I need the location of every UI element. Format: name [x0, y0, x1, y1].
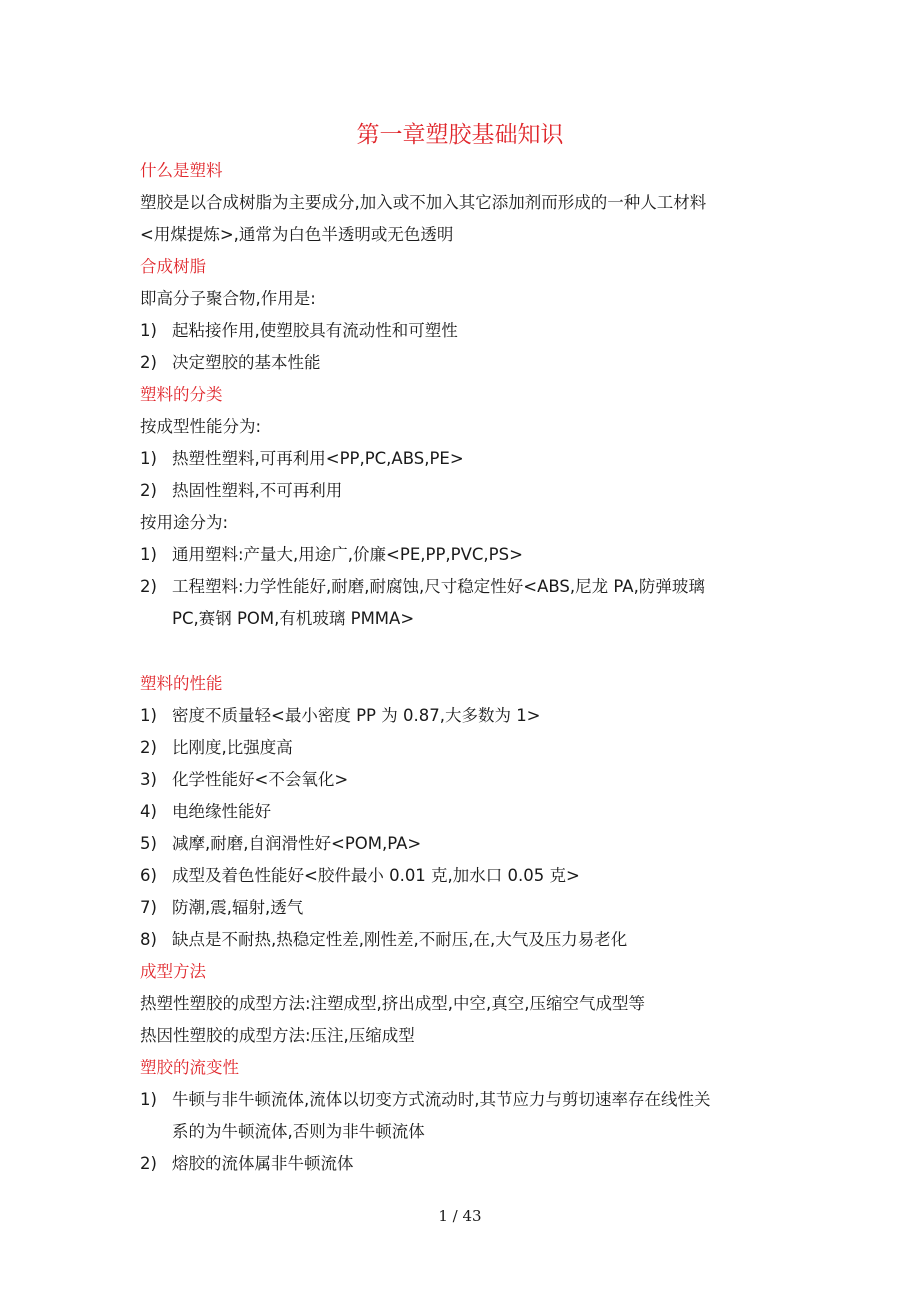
list-number: 1) [140, 545, 157, 564]
list-text-continuation: PC,赛钢 POM,有机玻璃 PMMA> [172, 609, 415, 628]
paragraph: 热因性塑胶的成型方法:压注,压缩成型 [140, 1026, 415, 1045]
paragraph: 塑胶是以合成树脂为主要成分,加入或不加入其它添加剂而形成的一种人工材料 [140, 193, 707, 212]
list-number: 3) [140, 770, 157, 789]
list-number: 7) [140, 898, 157, 917]
paragraph: 按用途分为: [140, 513, 229, 532]
list-number: 8) [140, 930, 157, 949]
list-text: 工程塑料:力学性能好,耐磨,耐腐蚀,尺寸稳定性好<ABS,尼龙 PA,防弹玻璃 [172, 577, 705, 596]
list-text: 密度不质量轻<最小密度 PP 为 0.87,大多数为 1> [172, 706, 541, 725]
list-text: 缺点是不耐热,热稳定性差,刚性差,不耐压,在,大气及压力易老化 [172, 930, 628, 949]
list-text: 成型及着色性能好<胶件最小 0.01 克,加水口 0.05 克> [172, 866, 580, 885]
section-heading-molding-methods: 成型方法 [140, 962, 206, 981]
list-text: 化学性能好<不会氧化> [172, 770, 349, 789]
paragraph: 即高分子聚合物,作用是: [140, 289, 316, 308]
list-text: 热塑性塑料,可再利用<PP,PC,ABS,PE> [172, 449, 464, 468]
list-number: 4) [140, 802, 157, 821]
section-heading-what-is-plastic: 什么是塑料 [140, 161, 223, 180]
paragraph: 热塑性塑胶的成型方法:注塑成型,挤出成型,中空,真空,压缩空气成型等 [140, 994, 646, 1013]
list-number: 1) [140, 706, 157, 725]
section-heading-rheology: 塑胶的流变性 [140, 1058, 239, 1077]
section-heading-plastic-classification: 塑料的分类 [140, 385, 223, 404]
paragraph: <用煤提炼>,通常为白色半透明或无色透明 [140, 225, 454, 244]
paragraph: 按成型性能分为: [140, 417, 262, 436]
section-heading-synthetic-resin: 合成树脂 [140, 257, 206, 276]
list-number: 1) [140, 321, 157, 340]
list-number: 2) [140, 577, 157, 596]
list-number: 2) [140, 353, 157, 372]
list-number: 2) [140, 738, 157, 757]
chapter-title: 第一章塑胶基础知识 [356, 122, 564, 148]
list-text: 减摩,耐磨,自润滑性好<POM,PA> [172, 834, 422, 853]
list-number: 6) [140, 866, 157, 885]
list-text: 比刚度,比强度高 [172, 738, 293, 757]
page-number: 1 / 43 [438, 1207, 482, 1225]
list-text-continuation: 系的为牛顿流体,否则为非牛顿流体 [172, 1122, 425, 1141]
list-number: 1) [140, 1090, 157, 1109]
list-text: 决定塑胶的基本性能 [172, 353, 321, 372]
list-text: 通用塑料:产量大,用途广,价廉<PE,PP,PVC,PS> [172, 545, 523, 564]
list-number: 1) [140, 449, 157, 468]
section-heading-plastic-properties: 塑料的性能 [140, 674, 223, 693]
list-text: 热固性塑料,不可再利用 [172, 481, 343, 500]
list-text: 电绝缘性能好 [172, 802, 271, 821]
list-text: 熔胶的流体属非牛顿流体 [172, 1154, 354, 1173]
list-number: 2) [140, 1154, 157, 1173]
list-number: 5) [140, 834, 157, 853]
list-text: 起粘接作用,使塑胶具有流动性和可塑性 [172, 321, 458, 340]
list-number: 2) [140, 481, 157, 500]
list-text: 牛顿与非牛顿流体,流体以切变方式流动时,其节应力与剪切速率存在线性关 [172, 1090, 711, 1109]
list-text: 防潮,震,辐射,透气 [172, 898, 304, 917]
